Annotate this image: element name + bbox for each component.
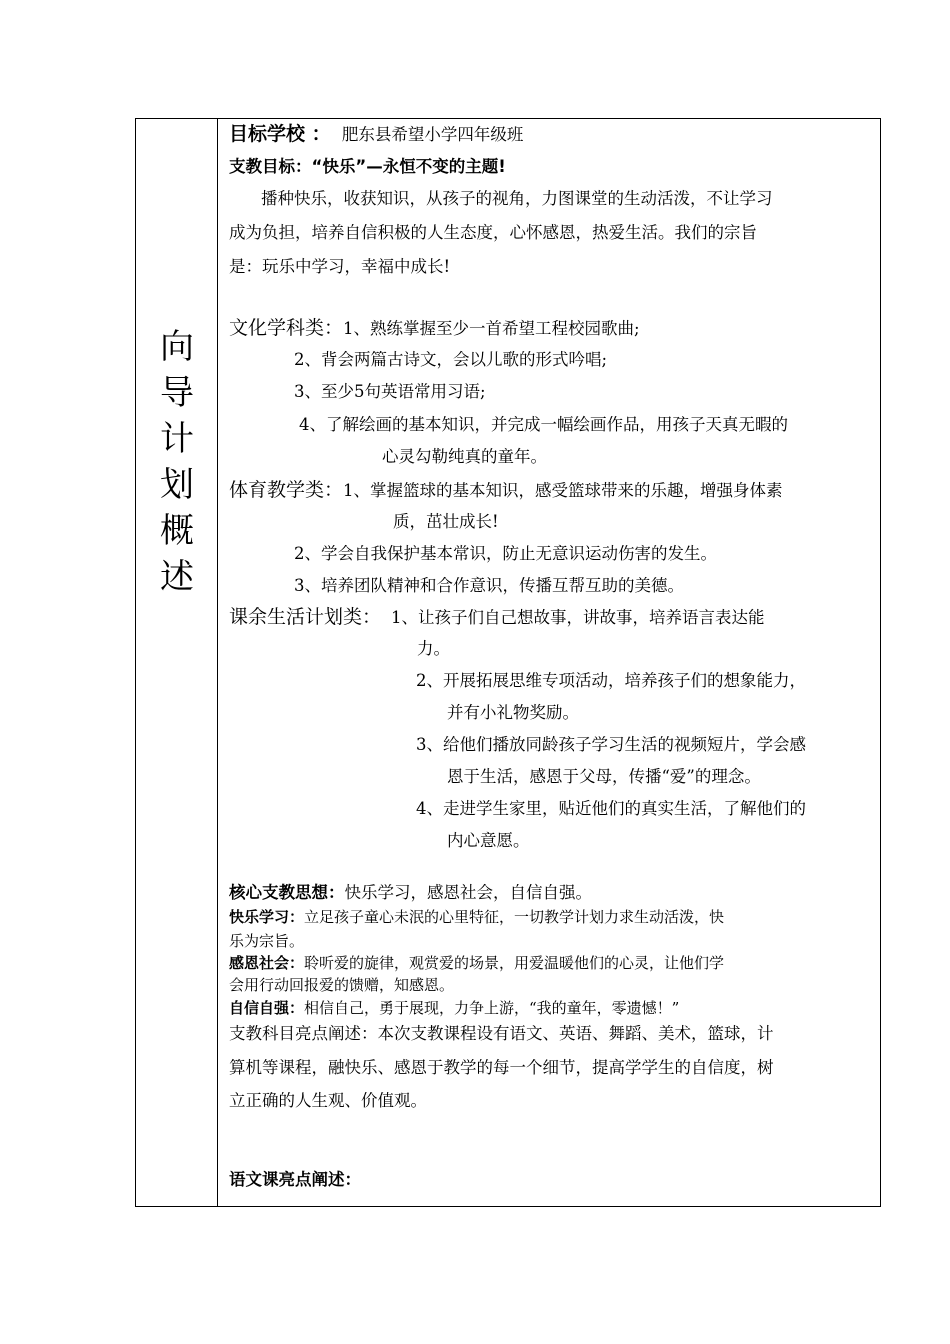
intro-line: 是：玩乐中学习，幸福中成长! xyxy=(229,257,451,276)
extracurricular-item: 3、给他们播放同龄孩子学习生活的视频短片，学会感 xyxy=(416,735,806,754)
intro-line: 播种快乐，收获知识，从孩子的视角，力图课堂的生动活泼，不让学习 xyxy=(261,189,773,208)
content-cell xyxy=(219,119,880,1206)
grateful-text: 聆听爱的旋律，观赏爱的场景，用爱温暖他们的心灵，让他们学 xyxy=(304,954,725,972)
happy-line xyxy=(229,907,724,927)
culture-item: 1、熟练掌握至少一首希望工程校园歌曲; xyxy=(343,319,640,338)
side-title-char: 述 xyxy=(160,557,194,597)
side-title-cell xyxy=(136,119,218,1206)
highlights-line: 立正确的人生观、价值观。 xyxy=(229,1091,427,1110)
happy-label: 快乐学习： xyxy=(229,908,305,926)
culture-item: 4、了解绘画的基本知识，并完成一幅绘画作品，用孩子天真无暇的 xyxy=(299,415,788,434)
sports-item: 1、掌握篮球的基本知识，感受篮球带来的乐趣，增强身体素 xyxy=(343,481,783,500)
confident-text: 相信自己，勇于展现，力争上游，“我的童年，零遗憾！” xyxy=(304,999,680,1017)
school-line xyxy=(229,124,523,145)
chinese-highlight-label: 语文课亮点阐述： xyxy=(229,1170,361,1189)
highlights-line: 算机等课程，融快乐、感恩于教学的每一个细节，提高学学生的自信度，树 xyxy=(229,1058,774,1077)
highlights-line: 支教科目亮点阐述：本次支教课程设有语文、英语、舞蹈、美术，篮球，计 xyxy=(229,1024,774,1043)
sports-line xyxy=(229,480,783,501)
side-title xyxy=(136,324,218,600)
culture-line xyxy=(229,318,640,339)
school-value: 肥东县希望小学四年级班 xyxy=(341,125,524,144)
happy-text: 立足孩子童心未泯的心里特征，一切教学计划力求生动活泼，快 xyxy=(304,908,725,926)
extracurricular-line xyxy=(229,607,765,628)
goal-line xyxy=(229,157,506,177)
extracurricular-item: 内心意愿。 xyxy=(447,831,530,850)
core-label: 核心支教思想： xyxy=(229,883,345,902)
culture-item: 2、背会两篇古诗文，会以儿歌的形式吟唱; xyxy=(294,350,608,369)
confident-label: 自信自强： xyxy=(229,999,305,1017)
sports-label: 体育教学类： xyxy=(229,479,344,501)
intro-line: 成为负担，培养自信积极的人生态度，心怀感恩，热爱生活。我们的宗旨 xyxy=(229,223,757,242)
sports-item: 质，茁壮成长! xyxy=(393,512,499,531)
confident-line xyxy=(229,998,679,1018)
extracurricular-item: 1、让孩子们自己想故事，讲故事，培养语言表达能 xyxy=(391,608,765,627)
extracurricular-item: 并有小礼物奖励。 xyxy=(447,703,579,722)
extracurricular-item: 4、走进学生家里，贴近他们的真实生活，了解他们的 xyxy=(416,799,806,818)
side-title-char: 划 xyxy=(160,465,194,505)
core-value: 快乐学习，感恩社会，自信自强。 xyxy=(344,883,592,902)
happy-text: 乐为宗旨。 xyxy=(229,932,305,950)
extracurricular-label: 课余生活计划类： xyxy=(229,606,382,628)
school-label: 目标学校 ： xyxy=(229,123,331,145)
culture-item: 心灵勾勒纯真的童年。 xyxy=(382,447,547,466)
extracurricular-item: 恩于生活，感恩于父母，传播“爱”的理念。 xyxy=(447,767,761,786)
side-title-char: 计 xyxy=(160,419,194,459)
goal-value: “快乐”—永恒不变的主题! xyxy=(311,157,506,176)
extracurricular-item: 2、开展拓展思维专项活动，培养孩子们的想象能力， xyxy=(416,671,806,690)
extracurricular-item: 力。 xyxy=(417,639,450,658)
side-title-char: 向 xyxy=(160,327,194,367)
side-title-char: 导 xyxy=(160,373,194,413)
plan-table xyxy=(135,118,881,1207)
sports-item: 3、培养团队精神和合作意识，传播互帮互助的美德。 xyxy=(294,576,684,595)
goal-label: 支教目标： xyxy=(229,157,312,176)
grateful-label: 感恩社会： xyxy=(229,954,305,972)
side-title-char: 概 xyxy=(160,511,194,551)
culture-item: 3、至少5句英语常用习语; xyxy=(294,382,486,401)
core-line xyxy=(229,883,592,903)
grateful-line xyxy=(229,953,724,973)
sports-item: 2、学会自我保护基本常识，防止无意识运动伤害的发生。 xyxy=(294,544,717,563)
culture-label: 文化学科类： xyxy=(229,317,344,339)
grateful-text: 会用行动回报爱的馈赠，知感恩。 xyxy=(229,976,455,994)
